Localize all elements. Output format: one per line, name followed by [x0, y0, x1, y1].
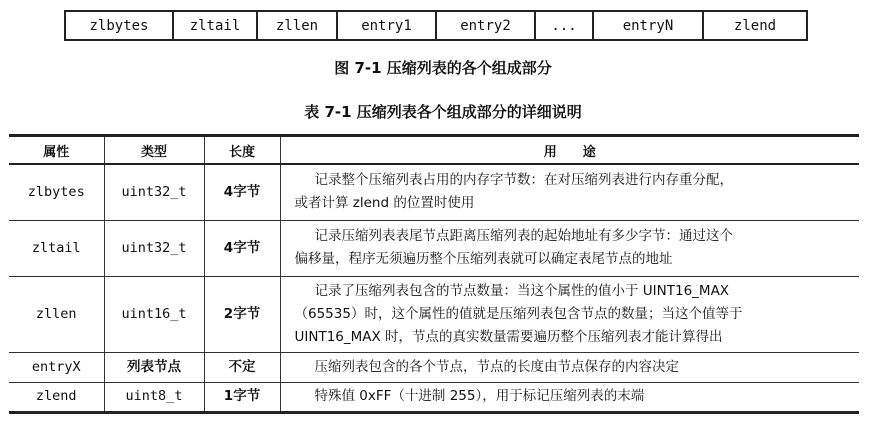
cell-usage: [280, 352, 859, 382]
cell-type: uint8_t: [104, 382, 204, 412]
cell-type: uint32_t: [104, 220, 204, 276]
table-row: [9, 276, 859, 352]
usage-line: 压缩列表包含的各个节点，节点的长度由节点保存的内容决定: [314, 358, 679, 375]
ziplist-cell-ellipsis: ...: [536, 12, 594, 39]
cell-attr: zlbytes: [9, 164, 104, 220]
cell-usage: [280, 276, 859, 352]
cell-attr: zlend: [9, 382, 104, 412]
header-length: 长度: [204, 136, 280, 165]
cell-length: 2字节: [204, 276, 280, 352]
cell-length: 1字节: [204, 382, 280, 412]
cell-usage: [280, 164, 859, 220]
table-row: [9, 352, 859, 382]
figure-caption: 图 7-1 压缩列表的各个组成部分: [334, 59, 552, 77]
ziplist-cell-entryN: entryN: [594, 12, 704, 39]
cell-usage: [280, 220, 859, 276]
usage-line: （65535）时，这个属性的值就是压缩列表包含节点的数量；当这个值等于: [294, 305, 743, 322]
table-row: [9, 164, 859, 220]
usage-line: UINT16_MAX 时，节点的真实数量需要遍历整个压缩列表才能计算得出: [294, 328, 723, 345]
header-attr: 属性: [9, 136, 104, 165]
table-row: [9, 382, 859, 412]
cell-type: 列表节点: [104, 352, 204, 382]
ziplist-cell-zlend: zlend: [733, 17, 777, 34]
table-caption: 表 7-1 压缩列表各个组成部分的详细说明: [304, 103, 582, 121]
usage-line: 或者计算 zlend 的位置时使用: [294, 195, 475, 212]
header-type: 类型: [104, 136, 204, 165]
cell-type: uint16_t: [104, 276, 204, 352]
usage-line: 特殊值 0xFF（十进制 255），用于标记压缩列表的末端: [314, 388, 645, 404]
ziplist-cell-zltail: zltail: [174, 12, 258, 39]
cell-attr: zltail: [9, 220, 104, 276]
cell-length: 4字节: [204, 220, 280, 276]
header-usage: 用 途: [280, 136, 859, 165]
ziplist-cell-zlbytes: zlbytes: [66, 12, 174, 39]
cell-usage: [280, 382, 859, 412]
cell-length: 4字节: [204, 164, 280, 220]
usage-line: 偏移量，程序无须遍历整个压缩列表就可以确定表尾节点的地址: [294, 251, 673, 267]
ziplist-cell-entry2: entry2: [437, 12, 536, 39]
ziplist-spec-table: [9, 134, 859, 414]
table-header-row: [9, 136, 859, 165]
cell-attr: entryX: [9, 352, 104, 382]
usage-line: 记录压缩列表表尾节点距离压缩列表的起始地址有多少字节：通过这个: [314, 228, 733, 244]
ziplist-cell-zllen: zllen: [258, 12, 338, 39]
ziplist-diagram: [64, 10, 808, 41]
table-row: [9, 220, 859, 276]
cell-length: 不定: [204, 352, 280, 382]
cell-type: uint32_t: [104, 164, 204, 220]
usage-line: 记录了压缩列表包含的节点数量：当这个属性的值小于 UINT16_MAX: [314, 282, 730, 299]
cell-attr: zllen: [9, 276, 104, 352]
usage-line: 记录整个压缩列表占用的内存字节数：在对压缩列表进行内存重分配，: [314, 172, 733, 189]
ziplist-cell-entry1: entry1: [338, 12, 437, 39]
